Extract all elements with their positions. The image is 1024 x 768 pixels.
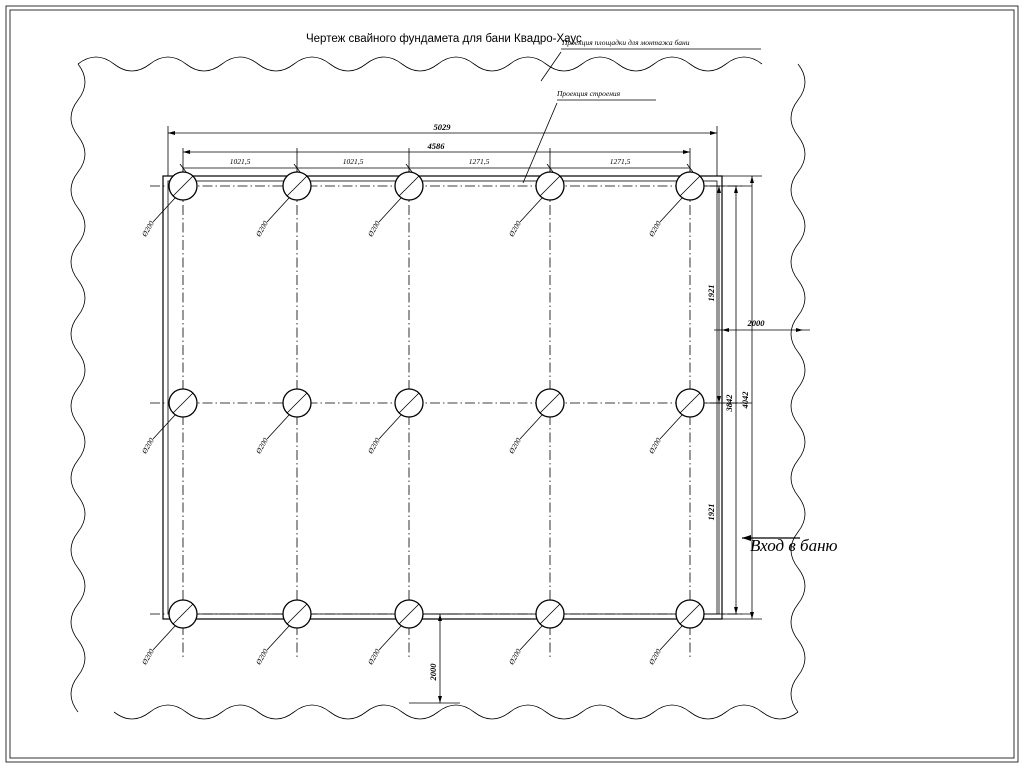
axis-grid-horizontal	[150, 186, 745, 614]
pile-diameter-label: Ø200	[253, 647, 270, 667]
pile-marker	[506, 600, 564, 667]
pile-marker	[253, 600, 311, 667]
dim-span-4: 1271,5	[609, 157, 631, 166]
pile-diameter-label: Ø200	[646, 647, 663, 667]
pile-row-middle	[139, 389, 704, 456]
pile-diameter-label: Ø200	[506, 219, 523, 239]
building-projection-note	[523, 89, 656, 183]
pile-marker	[646, 389, 704, 456]
dim-span-3: 1271,5	[468, 157, 490, 166]
dim-inner-top: 4586	[427, 141, 445, 151]
entrance-marker	[742, 535, 838, 555]
pile-marker	[506, 389, 564, 456]
axis-grid-vertical	[183, 170, 690, 660]
pile-diameter-label: Ø200	[253, 219, 270, 239]
dim-offset-right: 2000	[747, 318, 765, 328]
pile-diameter-label: Ø200	[139, 647, 156, 667]
site-projection-label: Проекция площадки для монтажа бани	[562, 38, 690, 47]
pile-marker	[365, 389, 423, 456]
pile-marker	[365, 600, 423, 667]
dim-right-upper: 1921	[706, 284, 716, 302]
pile-marker	[365, 172, 423, 239]
dim-overall-top: 5029	[433, 122, 451, 132]
pile-diameter-label: Ø200	[365, 436, 382, 456]
pile-diameter-label: Ø200	[506, 436, 523, 456]
pile-diameter-label: Ø200	[365, 647, 382, 667]
dimension-offset-bottom	[409, 614, 460, 703]
pile-marker	[253, 389, 311, 456]
pile-diameter-label: Ø200	[646, 436, 663, 456]
pile-marker	[506, 172, 564, 239]
entrance-label: Вход в баню	[750, 536, 838, 555]
site-projection-note	[541, 38, 761, 81]
building-projection-label: Проекция строения	[557, 89, 621, 98]
building-outline	[163, 176, 722, 619]
sheet-frame	[6, 6, 1018, 762]
pile-diameter-label: Ø200	[646, 219, 663, 239]
pile-row-bottom	[139, 600, 704, 667]
pile-diameter-label: Ø200	[365, 219, 382, 239]
pile-diameter-label: Ø200	[139, 436, 156, 456]
dim-right-lower: 1921	[706, 503, 716, 521]
dim-offset-bottom: 2000	[428, 663, 438, 681]
pile-marker	[646, 172, 704, 239]
dim-right-inner-total: 3842	[724, 394, 734, 412]
dim-span-2: 1021,5	[342, 157, 364, 166]
pile-marker	[646, 600, 704, 667]
pile-diameter-label: Ø200	[506, 647, 523, 667]
dim-span-1: 1021,5	[229, 157, 251, 166]
pile-diameter-label: Ø200	[139, 219, 156, 239]
pile-marker	[253, 172, 311, 239]
pile-diameter-label: Ø200	[253, 436, 270, 456]
pile-row-top	[139, 172, 704, 239]
page-title: Чертеж свайного фундамета для бани Квадро-Хаус	[306, 33, 582, 45]
dimension-chain-top	[168, 122, 717, 176]
dim-right-outer-total: 4042	[740, 391, 750, 409]
